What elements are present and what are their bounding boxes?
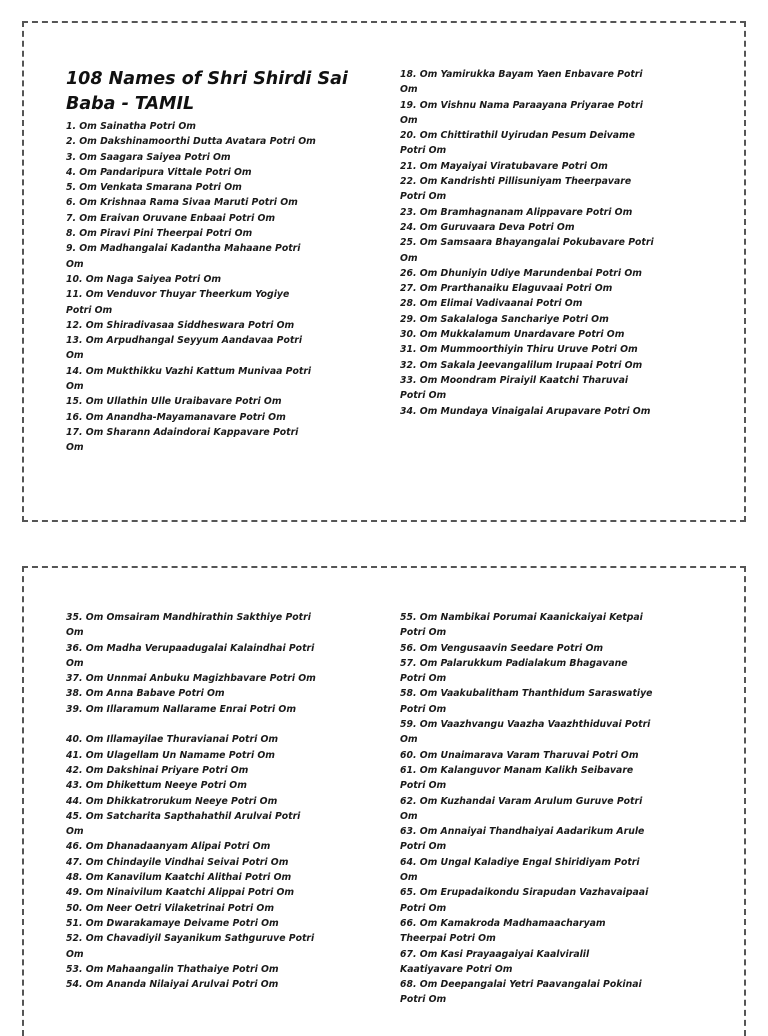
list-item: 57. Om Palarukkum Padialakum Bhagavane Potri Om xyxy=(400,657,628,685)
list-item: 10. Om Naga Saiyea Potri Om xyxy=(66,273,222,285)
list-item: 38. Om Anna Babave Potri Om xyxy=(66,688,225,700)
list-item: 13. Om Arpudhangal Seyyum Aandavaa Potri Om xyxy=(66,335,303,362)
list-item: 1. Om Sainatha Potri Om xyxy=(66,121,196,132)
right-column-2 xyxy=(400,610,655,1008)
list-item: 68. Om Deepangalai Yetri Paavangalai Pokinai Potri Om xyxy=(400,979,642,1006)
spacer xyxy=(66,717,316,732)
list-item: 58. Om Vaakubalitham Thanthidum Saraswatiye Potri Om xyxy=(400,688,653,715)
list-item: 23. Om Bramhagnanam Alippavare Potri Om xyxy=(400,206,633,218)
list-item: 52. Om Chavadiyil Sayanikum Sathguruve Potri Om xyxy=(66,933,315,960)
page-card-1 xyxy=(22,21,746,522)
list-item: 3. Om Saagara Saiyea Potri Om xyxy=(66,151,231,163)
document-title: 108 Names of Shri Shirdi Sai Baba - TAMIL xyxy=(66,69,348,114)
list-item: 2. Om Dakshinamoorthi Dutta Avatara Potri Om xyxy=(66,136,316,148)
list-item: 55. Om Nambikai Porumai Kaanickaiyai Ketpai Potri Om xyxy=(400,612,643,639)
list-item: 60. Om Unaimarava Varam Tharuvai Potri Om xyxy=(400,749,639,761)
list-item: 17. Om Sharann Adaindorai Kappavare Potri Om xyxy=(66,426,299,454)
list-item: 12. Om Shiradivasaa Siddheswara Potri Om xyxy=(66,319,295,331)
list-item: 65. Om Erupadaikondu Sirapudan Vazhavaipaai Potri Om xyxy=(400,887,649,914)
right-column-1 xyxy=(400,67,655,419)
list-item: 42. Om Dakshinai Priyare Potri Om xyxy=(66,764,249,776)
list-item: 9. Om Madhangalai Kadantha Mahaane Potri Om xyxy=(66,243,301,270)
list-item: 66. Om Kamakroda Madhamaacharyam Theerpai Potri Om xyxy=(400,917,606,945)
list-item: 43. Om Dhikettum Neeye Potri Om xyxy=(66,780,247,792)
list-item: 21. Om Mayaiyai Viratubavare Potri Om xyxy=(400,160,608,172)
list-item: 31. Om Mummoorthiyin Thiru Uruve Potri Om xyxy=(400,344,638,356)
list-item: 62. Om Kuzhandai Varam Arulum Guruve Potri Om xyxy=(400,795,643,822)
list-item: 41. Om Ulagellam Un Namame Potri Om xyxy=(66,749,275,761)
list-item: 45. Om Satcharita Sapthahathil Arulvai Potri Om xyxy=(66,810,301,838)
list-item: 51. Om Dwarakamaye Deivame Potri Om xyxy=(66,917,279,929)
list-item: 16. Om Anandha-Mayamanavare Potri Om xyxy=(66,411,286,423)
list-item: 5. Om Venkata Smarana Potri Om xyxy=(66,182,242,194)
list-item: 11. Om Venduvor Thuyar Theerkum Yogiye Potri Om xyxy=(66,289,290,316)
list-item: 40. Om Illamayilae Thuravianai Potri Om xyxy=(66,734,279,746)
left-column-1 xyxy=(66,67,348,456)
list-item: 39. Om Illaramum Nallarame Enrai Potri Om xyxy=(66,703,297,715)
list-item: 32. Om Sakala Jeevangalilum Irupaai Potri Om xyxy=(400,359,643,371)
list-item: 30. Om Mukkalamum Unardavare Potri Om xyxy=(400,329,625,341)
list-item: 25. Om Samsaara Bhayangalai Pokubavare Potri Om xyxy=(400,237,654,264)
list-item: 35. Om Omsairam Mandhirathin Sakthiye Potri Om xyxy=(66,612,311,639)
list-item: 37. Om Unnmai Anbuku Magizhbavare Potri Om xyxy=(66,673,316,685)
list-item: 33. Om Moondram Piraiyil Kaatchi Tharuvai Potri Om xyxy=(400,374,629,402)
list-item: 19. Om Vishnu Nama Paraayana Priyarae Potri Om xyxy=(400,99,643,126)
list-item: 8. Om Piravi Pini Theerpai Potri Om xyxy=(66,228,253,240)
list-item: 4. Om Pandaripura Vittale Potri Om xyxy=(66,166,252,178)
list-item: 14. Om Mukthikku Vazhi Kattum Munivaa Potri Om xyxy=(66,365,312,393)
list-item: 48. Om Kanavilum Kaatchi Alithai Potri Om xyxy=(66,872,292,884)
list-item: 28. Om Elimai Vadivaanai Potri Om xyxy=(400,298,583,310)
page-card-2 xyxy=(22,566,746,1036)
list-item: 53. Om Mahaangalin Thathaiye Potri Om xyxy=(66,963,279,975)
list-item: 36. Om Madha Verupaadugalai Kalaindhai Potri Om xyxy=(66,642,315,669)
list-item: 6. Om Krishnaa Rama Sivaa Maruti Potri Om xyxy=(66,197,298,209)
list-item: 46. Om Dhanadaanyam Alipai Potri Om xyxy=(66,841,271,853)
list-item: 63. Om Annaiyai Thandhaiyai Aadarikum Arule Potri Om xyxy=(400,826,645,853)
list-item: 67. Om Kasi Prayaagaiyai Kaalviralil Kaatiyavare Potri Om xyxy=(400,948,590,975)
list-item: 56. Om Vengusaavin Seedare Potri Om xyxy=(400,642,604,654)
list-item: 15. Om Ullathin Ulle Uraibavare Potri Om xyxy=(66,396,282,408)
list-item: 7. Om Eraivan Oruvane Enbaai Potri Om xyxy=(66,212,276,224)
list-item: 50. Om Neer Oetri Vilaketrinai Potri Om xyxy=(66,902,275,914)
list-item: 44. Om Dhikkatrorukum Neeye Potri Om xyxy=(66,795,278,807)
list-item: 18. Om Yamirukka Bayam Yaen Enbavare Potri Om xyxy=(400,69,643,96)
list-item: 24. Om Guruvaara Deva Potri Om xyxy=(400,221,575,233)
list-item: 34. Om Mundaya Vinaigalai Arupavare Potri Om xyxy=(400,405,651,417)
list-item: 22. Om Kandrishti Pillisuniyam Theerpavare Potri Om xyxy=(400,176,632,203)
list-item: 54. Om Ananda Nilaiyai Arulvai Potri Om xyxy=(66,979,279,991)
list-item: 61. Om Kalanguvor Manam Kalikh Seibavare Potri Om xyxy=(400,764,634,792)
list-item: 26. Om Dhuniyin Udiye Marundenbai Potri Om xyxy=(400,267,642,279)
list-item: 59. Om Vaazhvangu Vaazha Vaazhthiduvai Potri Om xyxy=(400,719,651,746)
list-item: 49. Om Ninaivilum Kaatchi Alippai Potri Om xyxy=(66,887,295,899)
left-column-2 xyxy=(66,610,316,992)
list-item: 27. Om Prarthanaiku Elaguvaai Potri Om xyxy=(400,283,613,295)
list-item: 47. Om Chindayile Vindhai Seivai Potri Om xyxy=(66,856,289,868)
list-item: 29. Om Sakalaloga Sanchariye Potri Om xyxy=(400,313,609,325)
list-item: 64. Om Ungal Kaladiye Engal Shiridiyam Potri Om xyxy=(400,856,640,884)
list-item: 20. Om Chittirathil Uyirudan Pesum Deivame Potri Om xyxy=(400,130,636,157)
